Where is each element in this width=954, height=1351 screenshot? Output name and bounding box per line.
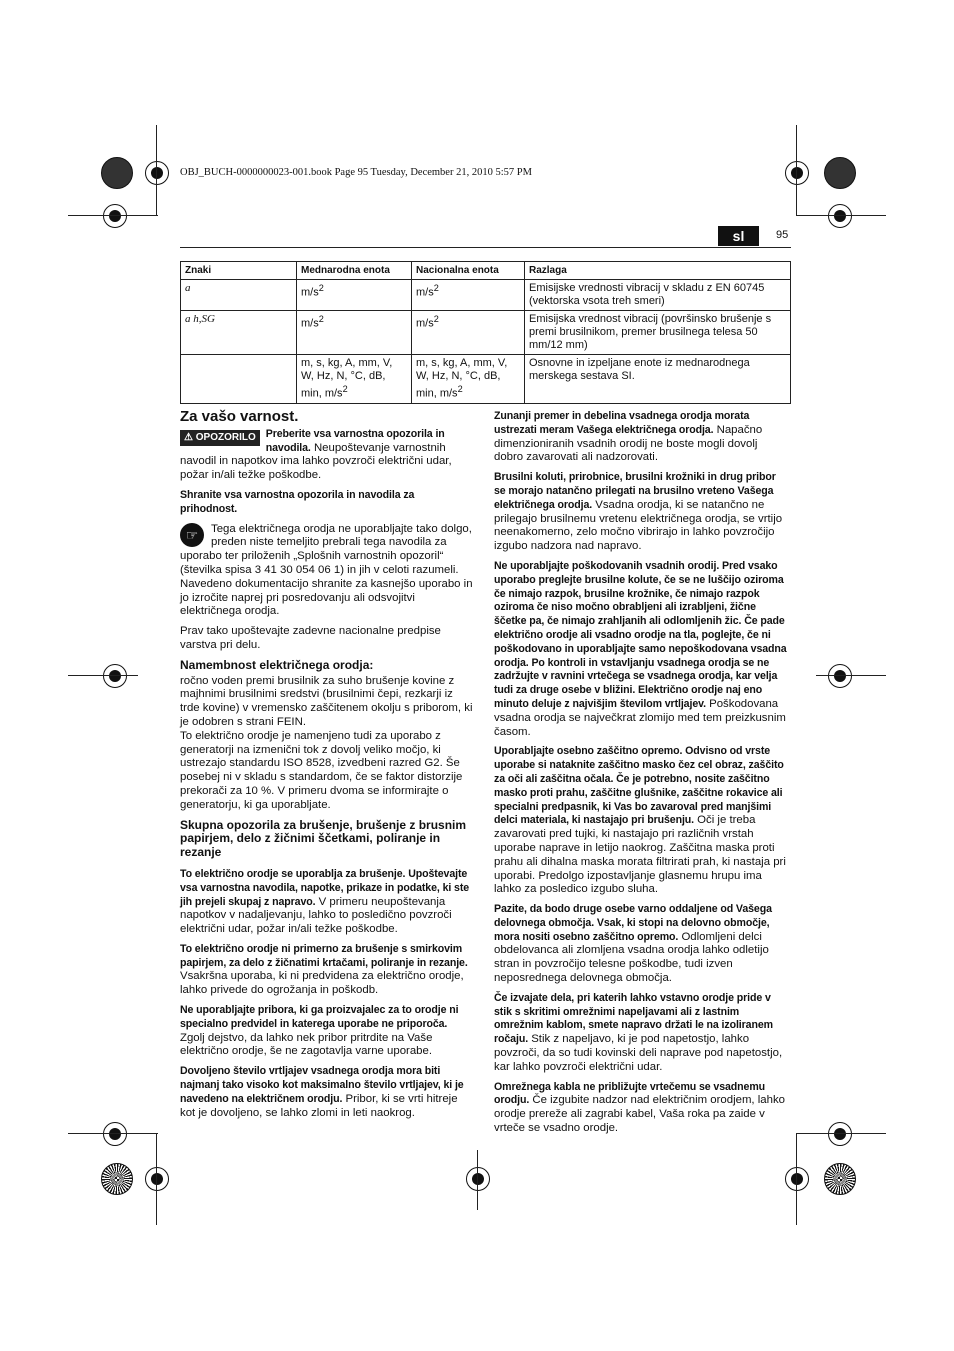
table-cell: $m/s^2$ bbox=[412, 311, 525, 355]
right-column bbox=[494, 410, 787, 1142]
purpose-text-2: To električno orodje je namenjeno tudi za uporabo z generatorji na izmenični tok z dovolj veliko močjo, ki ustrezajo standardu ISO 8528, izvedbeni razred G2. Še posebej ni v skladu s standardom, če se faktor distorzije prekorači za 10 %. V primeru dvoma se informirajte o generatorju, ki ga uporabljate. bbox=[180, 729, 463, 811]
table-cell: Emisijska vrednost vibracij (površinsko brušenje s premi brusilnikom, premer brusilnega telesa 50 mm/12 mm) bbox=[525, 311, 791, 355]
table-cell: m, s, kg, A, mm, V, W, Hz, N, °C, dB, min, $m/s^2$ bbox=[412, 355, 525, 404]
table-cell bbox=[181, 355, 297, 404]
table-cell: m, s, kg, A, mm, V, W, Hz, N, °C, dB, min, $m/s^2$ bbox=[297, 355, 412, 404]
table-header: Mednarodna enota bbox=[297, 262, 412, 280]
crosshair-icon bbox=[103, 664, 127, 688]
safety-paragraph: Brusilni koluti, prirobnice, brusilni krožniki in drug pribor se morajo natančno prilegati na brusilno vreteno Vašega električnega orodja. Vsadna orodja, ki se natančno ne prilegajo brusilnemu vretenu električnega orodja, se vrtijo neenakomerno, zelo močno vibrirajo in lahko povzročijo izgubo nadzora nad napravo. bbox=[494, 471, 783, 553]
file-header: OBJ_BUCH-0000000023-001.book Page 95 Tuesday, December 21, 2010 5:57 PM bbox=[180, 167, 532, 178]
read-manual-icon: ☞ bbox=[180, 523, 204, 547]
language-badge: sl bbox=[718, 226, 759, 246]
manual-paragraph bbox=[180, 523, 473, 620]
table-header: Razlaga bbox=[525, 262, 791, 280]
safety-paragraph: Zunanji premer in debelina vsadnega orodja morata ustrezati meram Vašega električnega orodja. Napačno dimenzioniranih vsadnih orodij ne boste mogli dovolj dobro zavarovati ali nadzorovati. bbox=[494, 410, 763, 464]
left-column bbox=[180, 410, 473, 1126]
warning-bold: Preberite vsa varnostna opozorila in navodila. bbox=[265, 427, 445, 454]
registration-disc-icon bbox=[101, 157, 133, 189]
keep-instructions: Shranite vsa varnostna opozorila in navodila za prihodnost. bbox=[180, 488, 415, 515]
registration-disc-icon bbox=[101, 1163, 133, 1195]
safety-paragraph: Dovoljeno število vrtljajev vsadnega orodja mora biti najmanj tako visoko kot maksimalno število vrtljajev, ki je navedeno na električnem orodju. Pribor, ki se vrti hitreje kot je dovoljeno, se lahko zlomi in leti naokrog. bbox=[180, 1065, 464, 1119]
warning-badge bbox=[180, 430, 260, 446]
table-cell: $m/s^2$ bbox=[297, 280, 412, 311]
table-cell: Emisijske vrednosti vibracij v skladu z EN 60745 (vektorska vsota treh smeri) bbox=[525, 280, 791, 311]
safety-paragraph: Če izvajate dela, pri katerih lahko vstavno orodje pride v stik s skritimi omrežnimi napeljavami ali z lastnim omrežnim kablom, smete napravo držati le na izoliranem ročaju. Stik z napeljavo, ki je pod napetostjo, lahko povzroči, da so tudi kovinski deli naprave pod napetostjo, kar lahko povzroči električni udar. bbox=[494, 991, 783, 1073]
section-title: Za vašo varnost. bbox=[180, 408, 299, 425]
warning-triangle-icon: ⚠ bbox=[184, 431, 193, 443]
header-rule bbox=[180, 247, 791, 248]
safety-paragraph: Ne uporabljajte poškodovanih vsadnih orodij. Pred vsako uporabo preglejte brusilne kolute, če se ne luščijo oziroma če nimajo razpok, brusilne krožnike, če nimajo razpok oziroma če niso močno obrabljeni ali izrabljeni, žične ščetke pa, če nimajo zrahljanih ali odlomljenih žic. Če pade električno orodje ali vsadno orodje na tla, poglejte, če ni poškodovano in uporabljajte samo nepoškodovana vsadna orodja. Po kontroli in vstavljanju vsadnega orodja se ne zadržujte v ravnini vrtečega se vsadnega orodja, kar velja tudi za druge osebe v bližini. Električno orodje naj eno minuto deluje z najvišjim številom vrtljajev. Poškodovana vsadna orodja se največkrat zlomijo med tem preizkusnim časom. bbox=[494, 559, 787, 738]
table-cell: Osnovne in izpeljane enote iz mednarodnega merskega sestava SI. bbox=[525, 355, 791, 404]
table-cell: $m/s^2$ bbox=[297, 311, 412, 355]
warning-label: OPOZORILO bbox=[195, 431, 256, 443]
warning-paragraph bbox=[180, 428, 473, 483]
national-rules: Prav tako upoštevajte zadevne nacionalne predpise varstva pri delu. bbox=[180, 625, 441, 651]
warning-text: Neupoštevanje varnostnih navodil in napotkov ima lahko povzroči električni udar, požar in/ali težke poškodbe. bbox=[180, 441, 452, 482]
safety-paragraph: Omrežnega kabla ne približujte vrtečemu se vsadnemu orodju. Če izgubite nadzor nad električnim orodjem, lahko orodje prereže ali zagrabi kabel, Vaša roka pa zaide v vrteče se vsadno orodje. bbox=[494, 1080, 785, 1135]
registration-disc-icon bbox=[824, 1163, 856, 1195]
crosshair-icon bbox=[145, 1167, 169, 1191]
table-cell: a bbox=[181, 280, 297, 311]
table-header: Znaki bbox=[181, 262, 297, 280]
table-header-row bbox=[181, 262, 791, 280]
safety-paragraph: To električno orodje se uporablja za brušenje. Upoštevajte vsa varnostna navodila, napotke, prikaze in podatke, ki ste jih prejeli skupaj z napravo. V primeru neupoštevanja napotkov v nadaljevanju, lahko to posledično povzroči električni udar, požar in/ali težke poškodbe. bbox=[180, 867, 470, 936]
crosshair-icon bbox=[828, 1122, 852, 1146]
crosshair-icon bbox=[466, 1167, 490, 1191]
crosshair-icon bbox=[828, 664, 852, 688]
safety-paragraph: To električno orodje ni primerno za brušenje s smirkovim papirjem, za delo z žičnatimi krtačami, poliranje in rezanje. Vsakršna uporaba, ki ni predvidena za električno orodje, lahko privede do ogrožanja in poškodb. bbox=[180, 942, 468, 997]
table-header: Nacionalna enota bbox=[412, 262, 525, 280]
safety-paragraph: Pazite, da bodo druge osebe varno oddaljene od Vašega delovnega območja. Vsak, ki stopi na delovno območje, mora nositi osebno zaščitno opremo. Odlomljeni delci obdelovanca ali zlomljena vsadna orodja lahko odletijo stran in povzročijo telesne poškodbe, tudi izven neposrednega delovnega območja. bbox=[494, 903, 772, 985]
crosshair-icon bbox=[785, 161, 809, 185]
units-table bbox=[180, 261, 791, 404]
purpose-heading: Namembnost električnega orodja: bbox=[180, 657, 374, 672]
table-cell: $m/s^2$ bbox=[412, 280, 525, 311]
table-row bbox=[181, 280, 791, 311]
table-row bbox=[181, 311, 791, 355]
table-cell: a h,SG bbox=[181, 311, 297, 355]
safety-paragraph: Uporabljajte osebno zaščitno opremo. Odvisno od vrste uporabe si nataknite zaščitno masko čez cel obraz, zaščito za oči ali zaščitna očala. Če je potrebno, nosite zaščitno masko proti prahu, zaščitne glušnike, zaščitne rokavice ali specialni predpasnik, ki Vas bo zavaroval pred manjšimi delci materiala, ki nastajajo pri brušenju. Oči je treba zavarovati pred tujki, ki nastajajo pri različnih vrstah uporabe naprave in letijo naokrog. Zaščitna maska proti prahu ali dihalna maska morata filtrirati prah, ki nastaja pri uporabi. Predolgo izpostavljanje glasnemu hrupu ima lahko za posledico izgubo sluha. bbox=[494, 745, 786, 896]
table-row bbox=[181, 355, 791, 404]
crosshair-icon bbox=[145, 161, 169, 185]
safety-paragraph: Ne uporabljajte pribora, ki ga proizvajalec za to orodje ni specialno predvidel in katerega uporabe ne priporoča. Zgolj dejstvo, da lahko nek pribor pritrdite na Vaše električno orodje, še ne zagotavlja varne uporabe. bbox=[180, 1004, 459, 1058]
purpose-text-1: ročno voden premi brusilnik za suho brušenje kovine z majhnimi brusilnimi sredstvi (brusilnimi čepi, rezkarji iz trde kovine) v vremensko zaščitenem okolju s priborom, ki je odobren s strani FEIN. bbox=[180, 674, 473, 728]
group-heading: Skupna opozorila za brušenje, brušenje z brusnim papirjem, delo z žičnimi ščetkami, poliranje in rezanje bbox=[180, 817, 467, 860]
registration-disc-icon bbox=[824, 157, 856, 189]
crosshair-icon bbox=[828, 204, 852, 228]
crosshair-icon bbox=[103, 204, 127, 228]
page-number: 95 bbox=[776, 229, 789, 241]
crosshair-icon bbox=[103, 1122, 127, 1146]
manual-text: Tega električnega orodja ne uporabljajte tako dolgo, preden niste temeljito prebrali tega navodila za uporabo ter priloženih „Splošnih varnostnih opozoril“ (številka spisa 3 41 30 054 06 1) in jih v celoti razumeli. Navedeno dokumentacijo shranite za kasnejšo uporabo in jo izročite naprej pri posredovanju ali odsvojitvi električnega orodja. bbox=[180, 522, 473, 618]
crosshair-icon bbox=[785, 1167, 809, 1191]
